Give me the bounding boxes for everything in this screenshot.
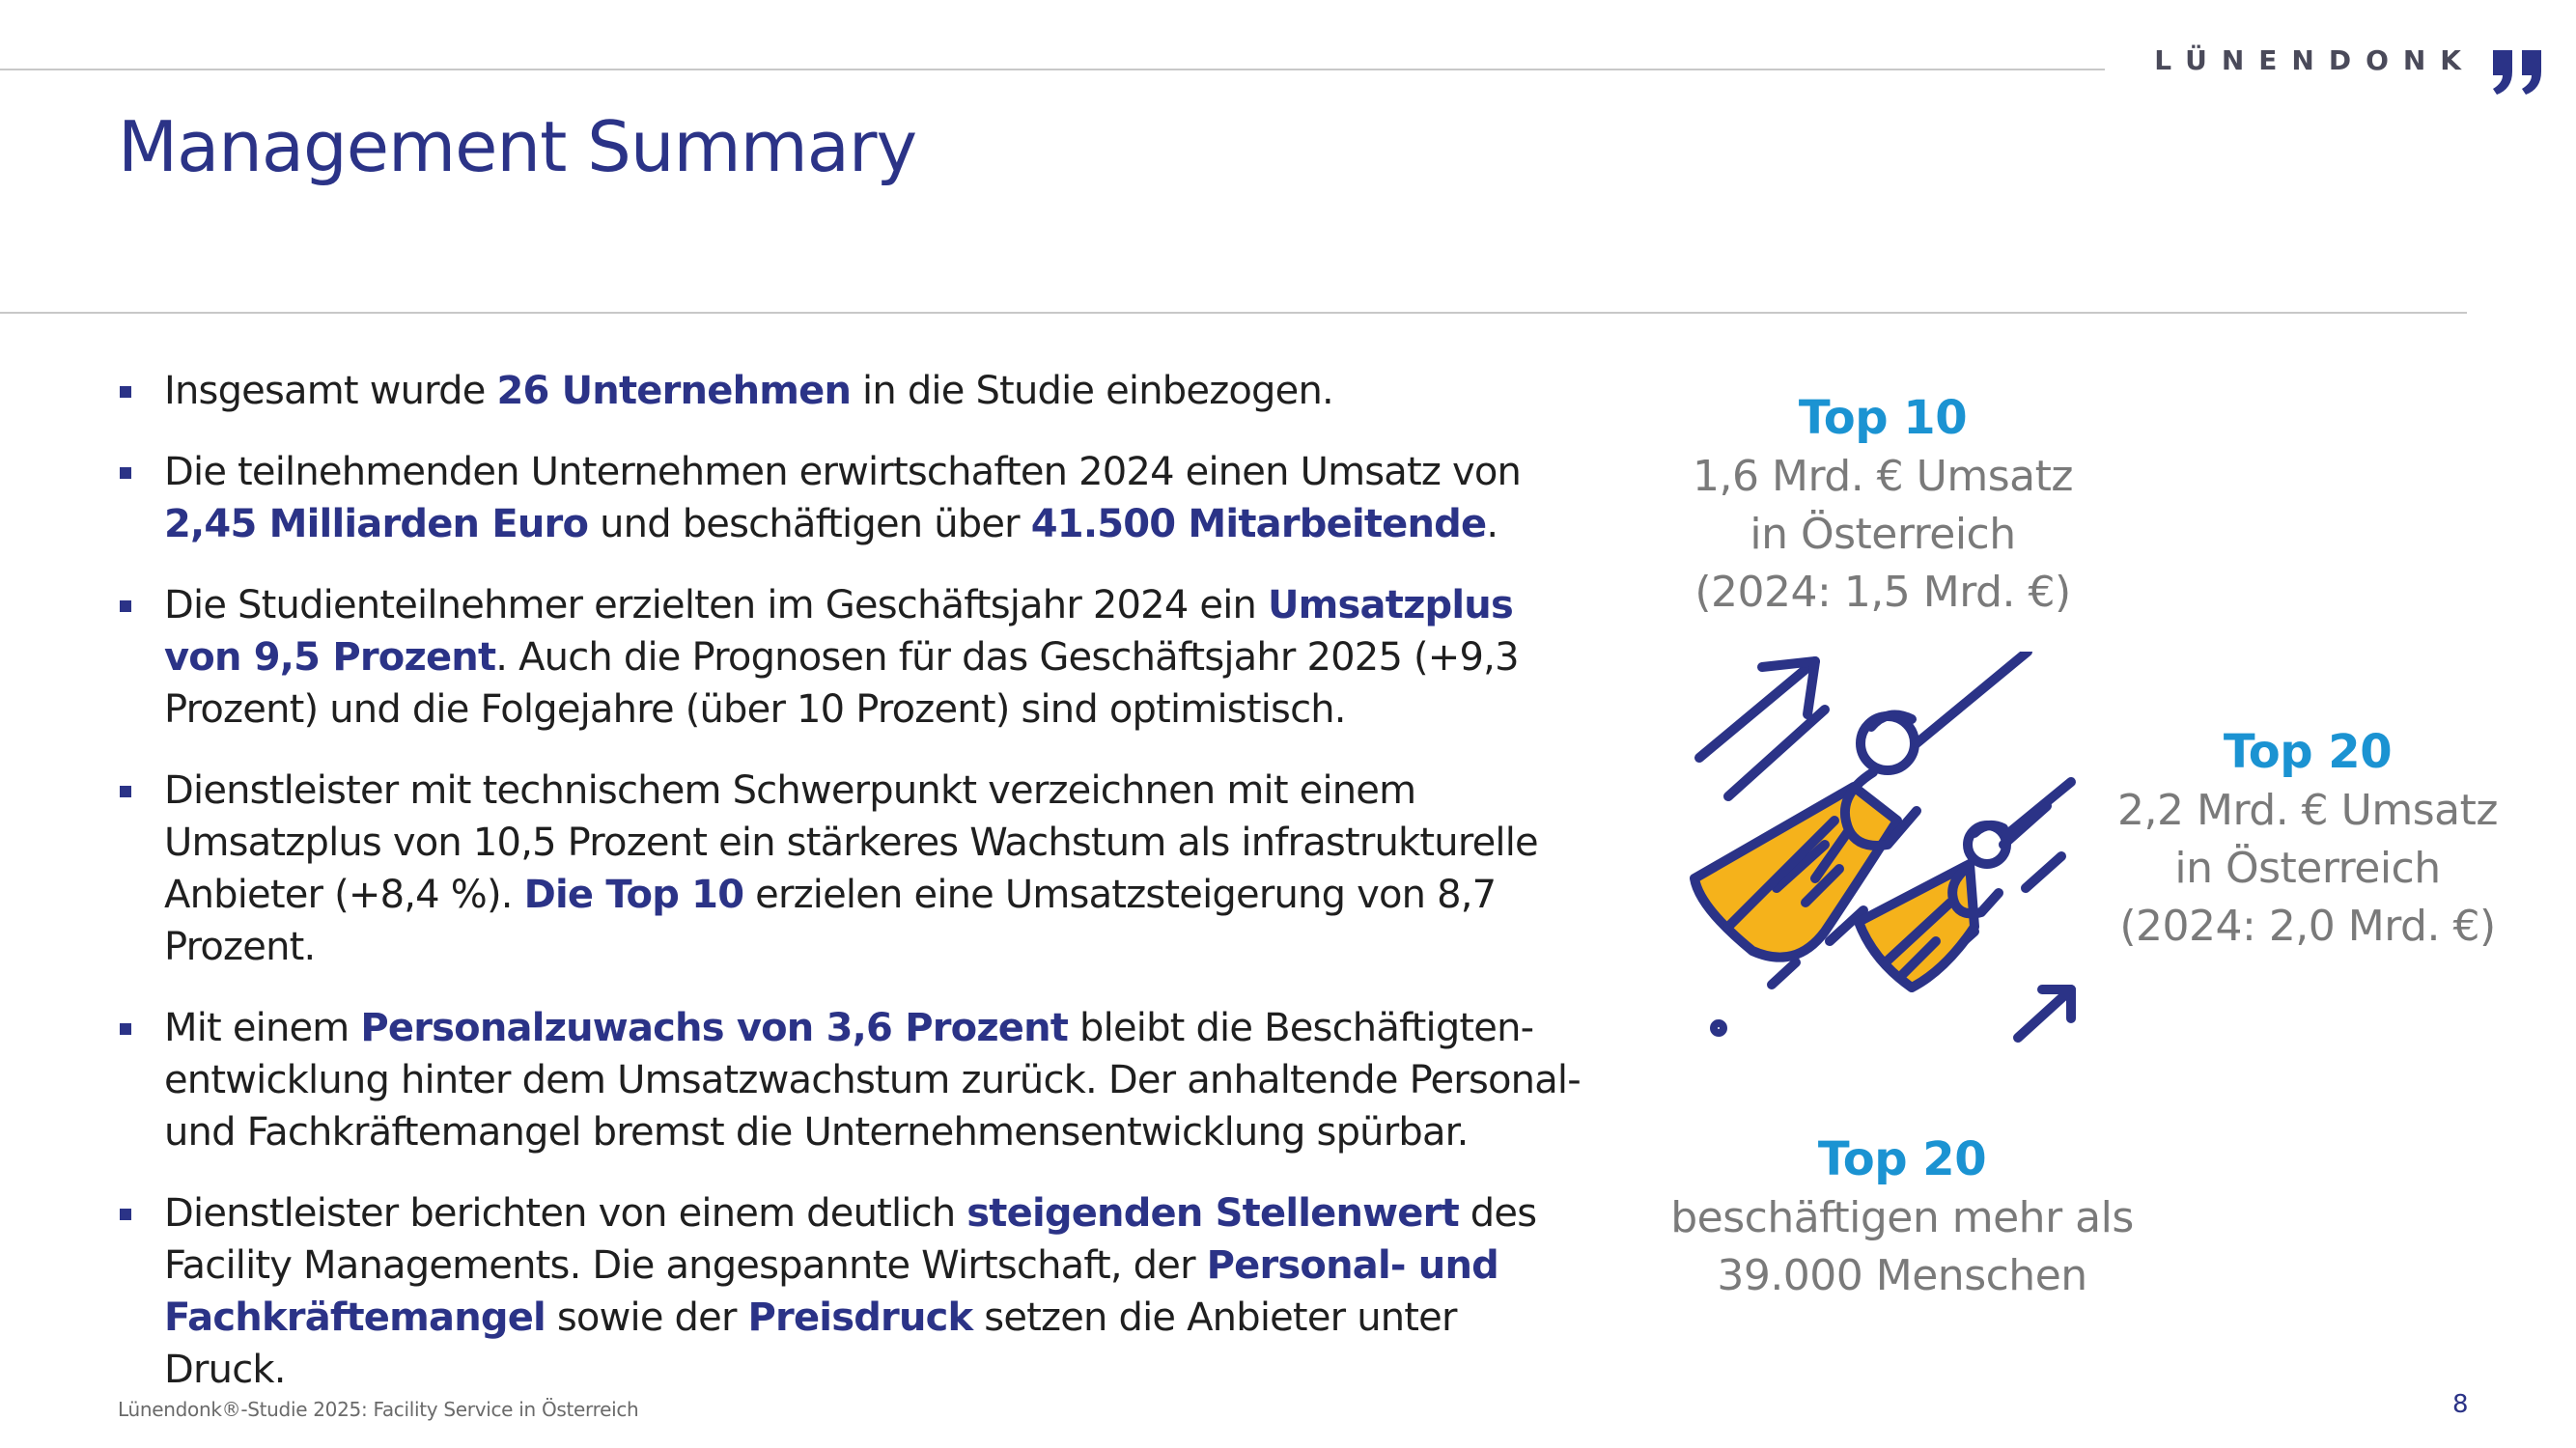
bullet-highlight: Personalzuwachs von 3,6 Prozent: [360, 1006, 1069, 1050]
stat-line: in Österreich: [1750, 510, 2016, 559]
bullet-text: Dienstleister berichten von einem deutlich: [164, 1191, 967, 1236]
summary-bullet-list: [118, 365, 1585, 1425]
bullet-highlight: 2,45 Milliarden Euro: [164, 502, 589, 546]
bullet-text: .: [1486, 502, 1498, 546]
bullet-highlight: Umsatzplus von 9,5 Prozent: [164, 583, 1513, 680]
stat-line: beschäftigen mehr als: [1670, 1193, 2134, 1242]
footer-source: Lünendonk®-Studie 2025: Facility Service in Österreich: [118, 1398, 639, 1421]
stat-line: (2024: 1,5 Mrd. €): [1694, 568, 2071, 617]
bullet-highlight: Die Top 10: [523, 873, 744, 917]
stat-line: 2,2 Mrd. € Umsatz: [2117, 786, 2498, 835]
stat-line: 1,6 Mrd. € Umsatz: [1693, 452, 2073, 501]
summary-bullet: [118, 365, 1585, 417]
stat-top20-revenue: [2057, 722, 2559, 956]
bullet-text: in die Studie einbezogen.: [851, 369, 1333, 413]
stat-line: (2024: 2,0 Mrd. €): [2119, 902, 2496, 951]
brand-quote-mark-icon: [2491, 48, 2545, 97]
stat-heading: Top 10: [1798, 391, 1968, 445]
bullet-text: . Auch die Prognosen für das Geschäftsjahr 2025 (+9,3 Prozent) und die Folgejahre (über 10 Prozent) sind optimistisch.: [164, 635, 1519, 732]
bullet-text: und beschäftigen über: [588, 502, 1031, 546]
bullet-text: Mit einem: [164, 1006, 361, 1050]
summary-bullet: [118, 765, 1585, 973]
bullet-text: Die teilnehmenden Unternehmen erwirtschaften 2024 einen Umsatz von: [164, 450, 1522, 494]
stat-line: in Österreich: [2174, 844, 2441, 893]
bullet-text: Die Studienteilnehmer erzielten im Geschäftsjahr 2024 ein: [164, 583, 1268, 627]
summary-bullet: [118, 579, 1585, 736]
stat-heading: Top 20: [2223, 725, 2393, 779]
summary-bullet: [118, 1002, 1585, 1158]
stat-top20-employees: [1632, 1129, 2172, 1305]
bullet-text: des Facility Managements. Die angespannte Wirtschaft, der: [164, 1191, 1537, 1288]
bullet-highlight: steigenden Stellenwert: [966, 1191, 1459, 1236]
bullet-text: Dienstleister mit technischem Schwerpunkt verzeichnen mit einem Umsatzplus von 10,5 Prozent ein stärkeres Wachstum als infrastrukturelle Anbieter (+8,4 %).: [164, 768, 1538, 917]
brand-logo-text: LÜNENDONK: [2154, 44, 2476, 76]
page-number: 8: [2452, 1390, 2469, 1419]
bullet-text: setzen die Anbieter unter Druck.: [164, 1295, 1457, 1392]
stat-line: 39.000 Menschen: [1717, 1251, 2087, 1300]
header-divider: [0, 69, 2105, 70]
flying-heroes-illustration: [1680, 652, 2105, 1057]
summary-bullet: [118, 446, 1585, 550]
bullet-text: erzielen eine Umsatzsteigerung von 8,7 Prozent.: [164, 873, 1497, 969]
stat-top10-revenue: [1632, 388, 2134, 622]
bullet-text: bleibt die Beschäftigten-entwicklung hinter dem Umsatzwachstum zurück. Der anhaltende Personal- und Fachkräftemangel bremst die Unternehmensentwicklung spürbar.: [164, 1006, 1581, 1155]
bullet-highlight: Personal- und Fachkräftemangel: [164, 1243, 1498, 1340]
bullet-highlight: 41.500 Mitarbeitende: [1030, 502, 1487, 546]
bullet-highlight: Preisdruck: [747, 1295, 973, 1340]
bullet-text: Insgesamt wurde: [164, 369, 497, 413]
page-title: Management Summary: [118, 106, 917, 187]
summary-bullet: [118, 1187, 1585, 1396]
bullet-highlight: 26 Unternehmen: [496, 369, 852, 413]
bullet-text: sowie der: [545, 1295, 748, 1340]
title-divider: [0, 312, 2467, 314]
stat-heading: Top 20: [1817, 1132, 1987, 1186]
